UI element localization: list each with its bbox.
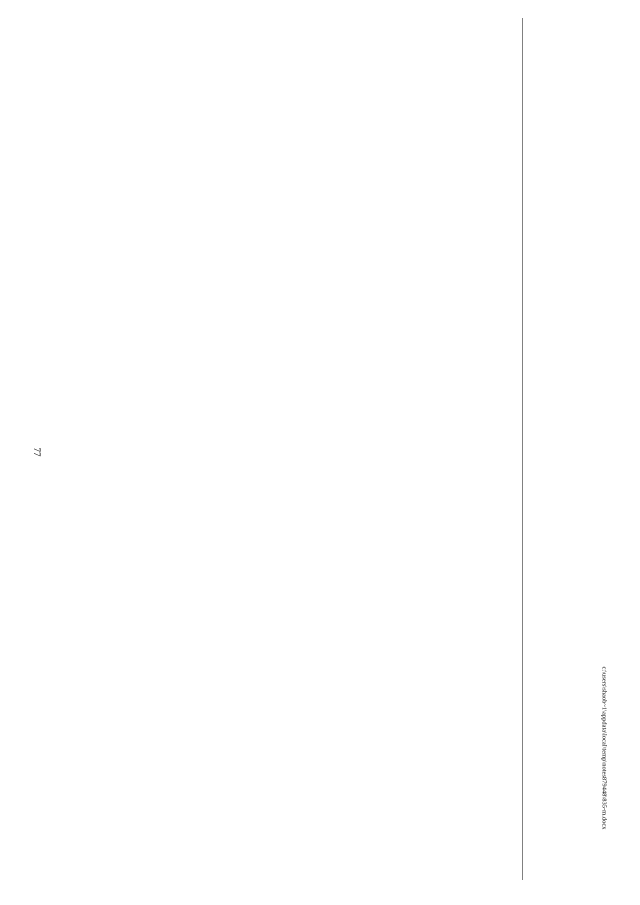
page-number: 77 <box>32 447 42 457</box>
table-svg <box>90 18 523 880</box>
footer-file-path: c:\users\shaob~1\appdata\local\temp\notes879448\835-m.docx <box>600 666 608 830</box>
program-measures-table <box>90 18 523 880</box>
